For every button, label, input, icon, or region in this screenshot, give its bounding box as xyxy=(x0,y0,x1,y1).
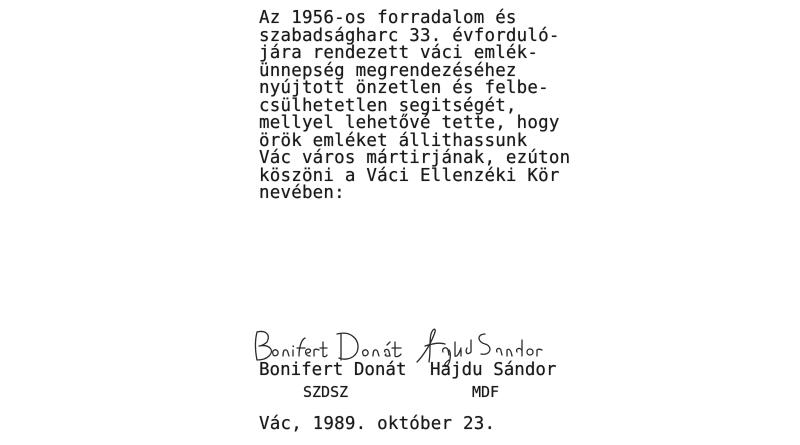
body-line: örök emléket állithassunk xyxy=(259,130,528,151)
signatory-name-bonifert: Bonifert Donát xyxy=(259,360,407,380)
body-line: mellyel lehetővé tette, hogy xyxy=(259,113,560,133)
body-line: Vác város mártirjának, ezúton xyxy=(259,148,571,168)
body-line: nevében: xyxy=(259,183,345,203)
body-line: nyújtott önzetlen és felbe- xyxy=(259,78,549,98)
body-line: Az 1956-os forradalom és xyxy=(259,8,517,28)
letter-body xyxy=(259,10,579,290)
body-line: csülhetetlen segitségét, xyxy=(259,95,517,116)
body-line: szabadságharc 33. évforduló- xyxy=(259,25,560,46)
body-line: jára rendezett váci emlék- xyxy=(259,43,539,63)
body-line: ünnepség megrendezéséhez xyxy=(259,60,517,81)
body-line: köszöni a Váci Ellenzéki Kör xyxy=(259,165,560,186)
place-date: Vác, 1989. október 23. xyxy=(259,414,496,434)
signatory-party-szdsz: SZDSZ xyxy=(303,383,349,401)
signatory-party-mdf: MDF xyxy=(472,383,500,401)
signatory-name-hajdu: Hajdu Sándor xyxy=(430,360,557,380)
signatories-block xyxy=(250,322,570,401)
